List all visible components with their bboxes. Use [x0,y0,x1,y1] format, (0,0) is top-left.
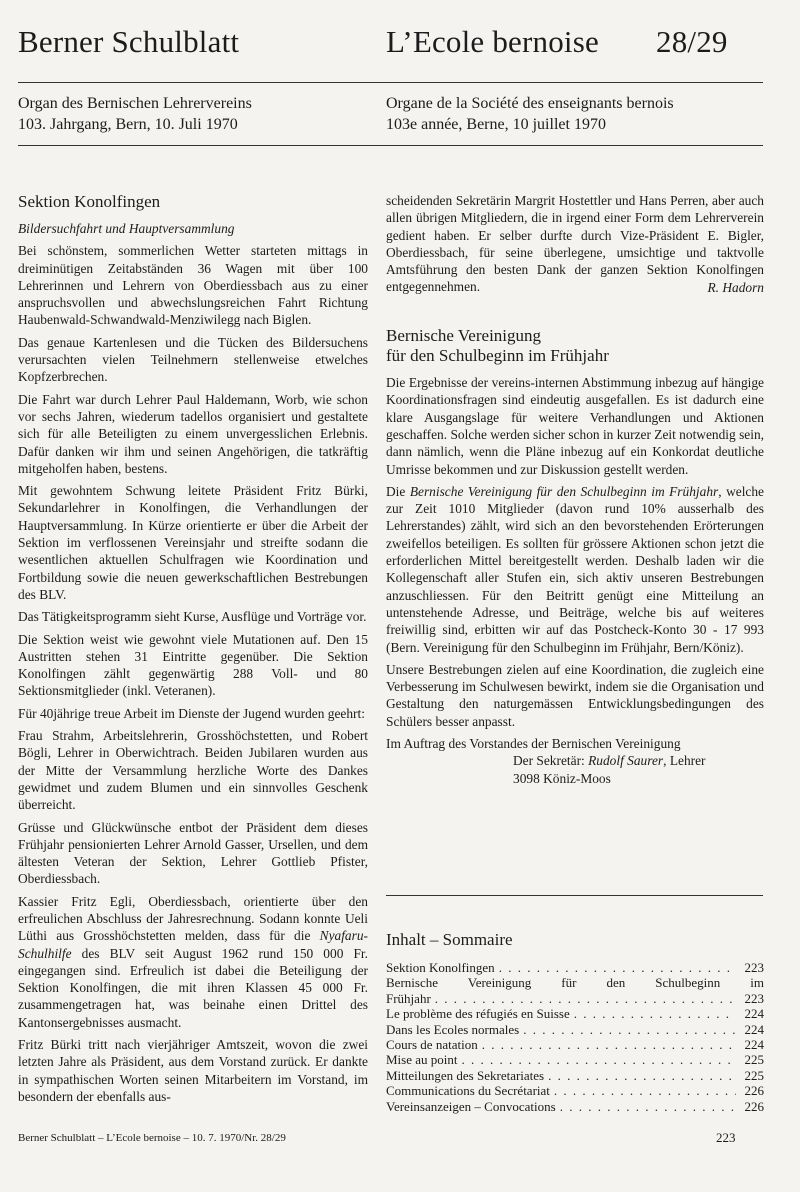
paragraph: Im Auftrag des Vorstandes der Bernischen Vereinigung [386,736,681,752]
text: , welche zur Zeit 1010 Mitglieder (davon rund 10% ausserhalb des Lehrerstandes) zählt, wird sich an den bevorstehenden Erörterungen zweifellos beteiligen. Es sollten für grössere Aktionen schon jetzt die erforderlichen Mittel bereitgestellt werden. Deshalb laden wir die Kollegenschaft aller Stufen ein, sich aktiv unseren Bestrebungen anzuschliessen. Für den Beitritt genügt eine Mitteilung an untenstehende Adresse, und Beiträge, welche bis auf weiteres freiwillig sind, erbitten wir auf das Postcheck-Konto 30 - 17 993 (Bern. Vereinigung für den Schulbeginn im Frühjahr, Bern/Köniz). [386,483,764,655]
italic-text: Nyafaru-Schulhilfe [18,928,368,961]
toc-page: 224 [744,1006,764,1022]
toc-entry [386,1083,764,1098]
paragraph: Unsere Bestrebungen zielen auf eine Koordination, die zugleich eine Verbesserung im Schulwesen bewirkt, indem sie die Organisation und Gestaltung den naturgemässen Entwicklungsbedingungen des Schülers besser anpasst. [386,661,764,729]
toc-label: Vereinsanzeigen – Convocations [386,1098,556,1114]
toc-label: Mitteilungen des Sekretariates [386,1067,545,1083]
toc-page: 225 [744,1052,764,1068]
text: Der Sekretär: [513,753,589,769]
toc-page: 224 [744,1037,764,1053]
toc-page: 225 [744,1067,764,1083]
toc-entry [386,975,764,1006]
toc-entry [386,1052,764,1067]
paragraph: Die Fahrt war durch Lehrer Paul Haldemann, Worb, wie schon vor sechs Jahren, wiederum tadellos organisiert und gestaltete sich für alle Beteiligten zu einem unvergesslichen Erlebnis. Dafür danken wir ihm und seinen Angehörigen, die tatkräftig mitgeholfen haben, bestens. [18,391,368,476]
paragraph: Grüsse und Glückwünsche entbot der Präsident dem dieses Frühjahr pensionierten Lehrer Arnold Gasser, Ursellen, und dem ältesten Veteran der Sektion, Lehrer Gottlieb Pfister, Oberdiessbach. [18,819,368,887]
toc-title: Inhalt – Sommaire [386,930,513,949]
toc-page: 223 [744,990,764,1006]
paragraph: Mit gewohntem Schwung leitete Präsident Fritz Bürki, Sekundarlehrer in Konolfingen, die Verhandlungen der Hauptversammlung. In Kürze orientierte er über die Arbeit der Sektion im verflossenen Vereinsjahr und streifte sodann die wesentlichen aktuellen Schulfragen wie Koordination und Fortbildung sowie die neuen gewerkschaftlichen Bestrebungen des BLV. [18,483,368,602]
toc-label: Le problème des réfugiés en Suisse [386,1006,570,1022]
article-subtitle: Bildersuchfahrt und Hauptversammlung [18,221,235,236]
toc-leader [574,1006,736,1021]
text: des BLV seit August 1962 rund 150 000 Fr. eingegangen sind. Erfreulich ist dabei die Beteiligung der Sektion Konolfingen, die mit ihren Klassen 45 000 Fr. zusammengetragen hat, was beinahe einen Drittel des Kantonsergebnisses ausmacht. [18,945,368,1030]
toc-label: Sektion Konolfingen [386,960,495,975]
italic-text: Bernische Vereinigung für den Schulbeginn im Frühjahr [409,483,719,499]
toc-entry [386,1022,764,1037]
signature [386,752,764,787]
paragraph: Die Sektion weist wie gewohnt viele Mutationen auf. Den 15 Austritten stehen 31 Eintritte gegenüber. Die Sektion Konolfingen zählt gegenwärtig 288 Voll- und 80 Sektionsmitglieder (inkl. Veteranen). [18,631,368,699]
toc-label: Dans les Ecoles normales [386,1021,520,1037]
article-title: Sektion Konolfingen [18,192,161,211]
title-line: Bernische Vereinigung [386,326,542,346]
text: , Lehrer [663,753,706,769]
paragraph: Das Tätigkeitsprogramm sieht Kurse, Ausflüge und Vorträge vor. [18,609,367,625]
masthead-title-de: Berner Schulblatt [18,24,240,59]
organ-de-line: Organ des Bernischen Lehrervereins [18,95,252,112]
paragraph: Frau Strahm, Arbeitslehrerin, Grosshöchstetten, und Robert Bögli, Lehrer in Oberwichtrach. Beiden Jubilaren wurden aus der Mitte der Versammlung herzliche Worte des Dankes gewidmet und zudem Blumen und ein sinnvolles Geschenk überreicht. [18,728,368,813]
toc-leader [435,991,736,1006]
toc-entry [386,1068,764,1083]
toc-entry [386,1099,764,1114]
header-rule-top [18,82,763,83]
toc-page: 223 [744,960,764,975]
toc-page: 226 [744,1098,764,1114]
paragraph: Das genaue Kartenlesen und die Tücken des Bildersuchens verursachten vielen Teilnehmern stellenweise etwelches Kopfzerbrechen. [18,334,368,385]
toc-entry [386,1006,764,1021]
article-title [386,326,764,366]
toc-page: 224 [744,1021,764,1037]
toc-leader [523,1022,736,1037]
toc-label: Communications du Secrétariat [386,1083,550,1099]
toc-leader [560,1099,736,1114]
toc-leader [482,1037,736,1052]
toc-rule [386,895,763,896]
organ-fr [386,93,674,135]
toc-entry [386,960,764,975]
date-fr: 103e année, Berne, 10 juillet 1970 [386,116,606,133]
paragraph [18,893,368,1031]
toc-list [386,960,764,1114]
left-column [18,192,368,1110]
paragraph: Fritz Bürki tritt nach vierjähriger Amtszeit, wovon die zwei letzten Jahre als Präsident, aus dem Vorstand zurück. Er dankte in sympathischen Worten seinen Mitarbeitern im Vorstand, im besondern der ebenfalls aus- [18,1037,368,1104]
toc-leader [548,1068,736,1083]
paragraph: Die Ergebnisse der vereins-internen Abstimmung inbezug auf hängige Koordinationsfragen sind eindeutig ausgefallen. Es ist dadurch eine klare Ausgangslage für weitere Verhandlungen und Aktionen geschaffen. Solche werden sicher schon in kurzer Zeit notwendig sein, dann nämlich, wenn die Pläne inbezug auf ein Konkordat deutliche Umrisse bekommen und zur Diskussion gestellt werden. [386,375,764,477]
paragraph: scheidenden Sekretärin Margrit Hostettler und Hans Perren, aber auch allen übrigen Mitgliedern, die in irgend einer Form dem Lehrerverein gedient haben. Er selber durfte durch Vize-Präsident E. Bigler, Oberdiessbach, für seine überlegene, umsichtige und taktvolle Amtsführung den besten Dank der ganzen Sektion Konolfingen entgegennehmen. [386,193,764,295]
paragraph: Bei schönstem, sommerlichen Wetter starteten mittags in dreiminütigen Zeitabständen 36 Wagen mit über 100 Lehrerinnen und Lehrern von Oberdiessbach aus zu einer anspruchsvollen und abwechslungsreichen Fahrt Richtung Haubenwald-Schwandwald-Menziwilegg nach Biglen. [18,243,368,328]
header-rule-bottom [18,145,763,146]
right-column [386,192,764,787]
toc-label: Bernische Vereinigung für den Schulbeginn im [386,975,764,991]
paragraph: Für 40jährige treue Arbeit im Dienste der Jugend wurden geehrt: [18,705,365,721]
signer-name: Rudolf Saurer [588,753,664,769]
toc-leader [462,1052,737,1067]
author: R. Hadorn [707,279,764,295]
title-line: für den Schulbeginn im Frühjahr [386,346,609,366]
table-of-contents [386,930,764,1114]
organ-fr-line: Organe de la Société des enseignants bernois [386,95,674,112]
issue-number: 28/29 [656,24,728,59]
toc-leader [499,960,736,975]
footer-text: Berner Schulblatt – L’Ecole bernoise – 10. 7. 1970/Nr. 28/29 [18,1132,286,1144]
masthead-title-fr: L’Ecole bernoise [386,24,599,59]
toc-entry [386,1037,764,1052]
paragraph [386,483,764,656]
toc-leader [554,1083,736,1098]
toc-label: Mise au point [386,1052,458,1068]
toc-label: Cours de natation [386,1037,478,1053]
toc-label: Frühjahr [386,990,431,1006]
text: Kassier Fritz Egli, Oberdiessbach, orientierte über den erfreulichen Abschluss der Jahresrechnung. Sodann konnte Ueli Lüthi aus Grosshöchstetten melden, dass für die [18,893,368,944]
page-number: 223 [716,1130,736,1145]
text: Die [386,483,410,499]
organ-de [18,93,252,135]
signer-address: 3098 Köniz-Moos [513,770,611,786]
toc-page: 226 [744,1083,764,1099]
signature-line [513,752,764,769]
date-de: 103. Jahrgang, Bern, 10. Juli 1970 [18,116,238,133]
